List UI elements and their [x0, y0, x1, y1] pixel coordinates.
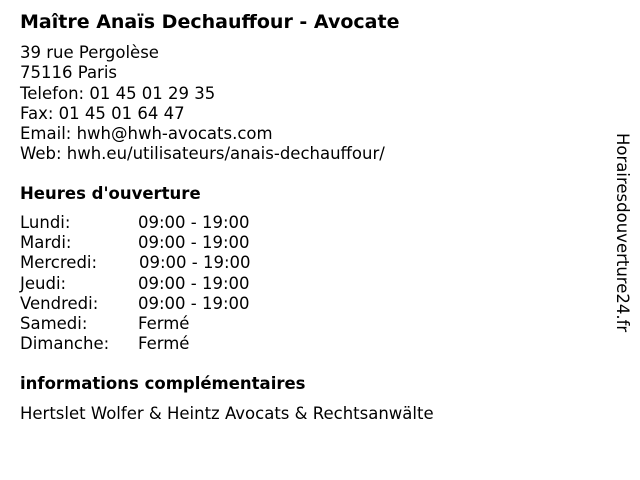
additional-info-heading: informations complémentaires — [20, 374, 306, 393]
email-address: Email: hwh@hwh-avocats.com — [20, 124, 273, 144]
website-url: Web: hwh.eu/utilisateurs/anais-dechauffour/ — [20, 144, 385, 164]
time-value: 09:00 - 19:00 — [138, 213, 250, 232]
city-address: 75116 Paris — [20, 63, 118, 83]
day-label: Dimanche: — [20, 334, 110, 354]
time-value: Fermé — [138, 313, 190, 333]
fax-number: Fax: 01 45 01 64 47 — [20, 103, 185, 123]
day-label: Jeudi: — [20, 273, 67, 293]
time-value: Fermé — [138, 334, 190, 354]
day-label: Lundi: — [20, 213, 71, 232]
additional-info-text: Hertslet Wolfer & Heintz Avocats & Rechtsanwälte — [20, 404, 434, 423]
site-watermark-text: Horairesdouverture24.fr — [613, 133, 632, 333]
time-value: 09:00 - 19:00 — [138, 233, 250, 253]
street-address: 39 rue Pergolèse — [20, 43, 159, 62]
day-label: Mercredi: — [20, 253, 98, 273]
day-label: Mardi: — [20, 233, 72, 253]
opening-hours-heading: Heures d'ouverture — [20, 184, 201, 203]
page-title: Maître Anaïs Dechauffour - Avocate — [20, 11, 400, 33]
contact-block — [20, 43, 385, 165]
day-label: Samedi: — [20, 313, 88, 333]
time-value: 09:00 - 19:00 — [139, 253, 251, 273]
day-label: Vendredi: — [20, 293, 99, 313]
phone-number: Telefon: 01 45 01 29 35 — [20, 83, 216, 103]
site-watermark — [612, 133, 632, 343]
time-value: 09:00 - 19:00 — [138, 273, 250, 293]
time-value: 09:00 - 19:00 — [138, 293, 250, 313]
